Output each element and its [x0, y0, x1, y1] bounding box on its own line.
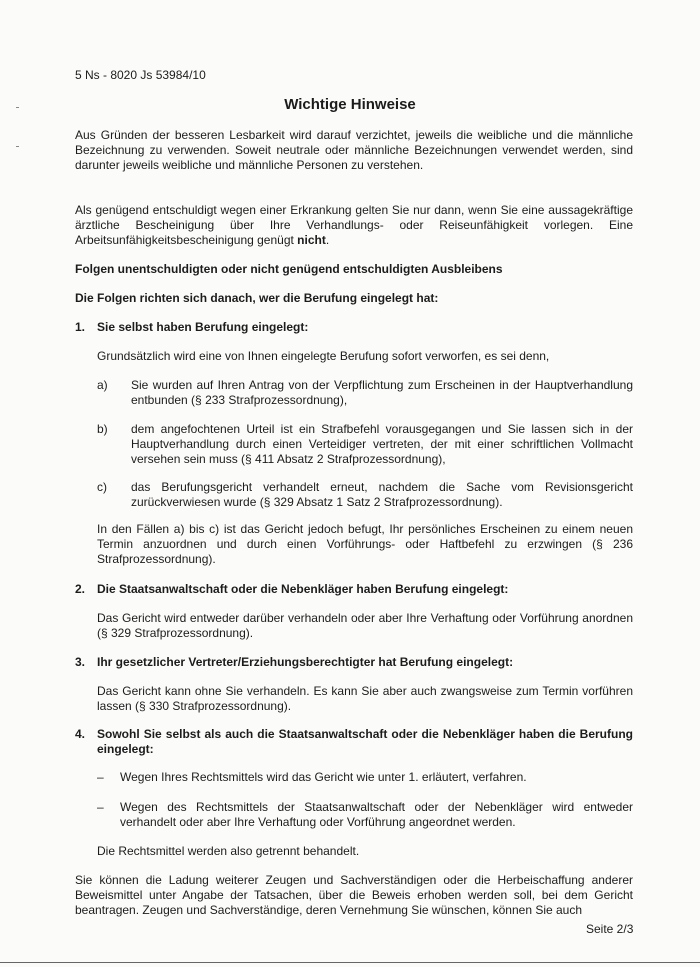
page-title: Wichtige Hinweise: [284, 96, 416, 113]
section-3-text: Das Gericht kann ohne Sie verhandeln. Es kann Sie aber auch zwangsweise zum Termin vorführen lassen (§ 330 Strafprozessordnung).: [97, 684, 633, 713]
section-2-text: Das Gericht wird entweder darüber verhandeln oder aber Ihre Verhaftung oder Vorführung anordnen (§ 329 Strafprozessordnung).: [97, 611, 633, 640]
section-1-number: 1.: [75, 320, 86, 334]
paragraph-gender-note: Aus Gründen der besseren Lesbarkeit wird darauf verzichtet, jeweils die weibliche und die männliche Bezeichnung zu verwenden. Soweit neutrale oder männliche Bezeichnungen verwendet werden, sind darunter jeweils weibliche und männliche Personen zu verstehen.: [75, 128, 633, 172]
section-1-intro: Grundsätzlich wird eine von Ihnen eingelegte Berufung sofort verworfen, es sei denn,: [97, 349, 550, 363]
scan-edge-line: [0, 962, 700, 963]
section-1-outro: In den Fällen a) bis c) ist das Gericht jedoch befugt, Ihr persönliches Erscheinen zu einem neuen Termin anzuordnen und durch einen Vorführungs- oder Haftbefehl zu erzwingen (§ 236 Strafprozessordnung).: [97, 522, 633, 566]
section-3-title: Ihr gesetzlicher Vertreter/Erziehungsberechtigter hat Berufung eingelegt:: [97, 655, 514, 669]
section-4-number: 4.: [75, 727, 86, 741]
dash-1-label: –: [97, 770, 104, 784]
section-4-outro: Die Rechtsmittel werden also getrennt behandelt.: [97, 844, 360, 858]
item-a-label: a): [97, 378, 108, 392]
section-1-title: Sie selbst haben Berufung eingelegt:: [97, 320, 309, 334]
paragraph-excuse-end: .: [325, 233, 330, 247]
paragraph-evidence: Sie können die Ladung weiterer Zeugen und Sachverständigen oder die Herbeischaffung anderer Beweismittel unter Angabe der Tatsachen, über die Beweis erhoben werden soll, bei dem Gericht beantragen. Zeugen und Sachverständige, deren Vernehmung Sie wünschen, können Sie auch: [75, 873, 633, 917]
paragraph-excuse-text: Als genügend entschuldigt wegen einer Erkrankung gelten Sie nur dann, wenn Sie eine aussagekräftige ärztliche Bescheinigung über Ihre Verhandlungs- oder Reiseunfähigkeit vorlegen. Eine Arbeitsunfähigkeitsbescheinigung genügt: [75, 203, 633, 247]
item-b-label: b): [97, 422, 108, 436]
section-4-title: Sowohl Sie selbst als auch die Staatsanwaltschaft oder die Nebenkläger haben die Berufung eingelegt:: [97, 727, 633, 756]
case-reference: 5 Ns - 8020 Js 53984/10: [75, 68, 206, 82]
section-2-number: 2.: [75, 582, 86, 596]
emphasis-nicht: nicht: [297, 233, 326, 247]
dash-2-label: –: [97, 800, 104, 814]
item-c-text: das Berufungsgericht verhandelt erneut, nachdem die Sache vom Revisionsgericht zurückverwiesen wurde (§ 329 Absatz 1 Satz 2 Strafprozessordnung).: [131, 480, 633, 509]
heading-consequences: Folgen unentschuldigten oder nicht genügend entschuldigten Ausbleibens: [75, 262, 503, 276]
item-b-text: dem angefochtenen Urteil ist ein Strafbefehl vorausgegangen und Sie lassen sich in der Hauptverhandlung durch einen Verteidiger vertreten, der mit einer schriftlichen Vollmacht versehen sein muss (§ 411 Absatz 2 Strafprozessordnung),: [131, 422, 633, 466]
heading-appeal: Die Folgen richten sich danach, wer die Berufung eingelegt hat:: [75, 291, 439, 305]
dash-2-text: Wegen des Rechtsmittels der Staatsanwaltschaft oder der Nebenkläger wird entweder verhandelt oder aber Ihre Verhaftung oder Vorführung angeordnet werden.: [120, 800, 633, 829]
item-c-label: c): [97, 480, 107, 494]
item-a-text: Sie wurden auf Ihren Antrag von der Verpflichtung zum Erscheinen in der Hauptverhandlung entbunden (§ 233 Strafprozessordnung),: [131, 378, 633, 407]
dash-1-text: Wegen Ihres Rechtsmittels wird das Gericht wie unter 1. erläutert, verfahren.: [120, 770, 527, 784]
scan-mark: [16, 146, 19, 147]
paragraph-excuse: [75, 203, 633, 248]
page-number: Seite 2/3: [586, 922, 634, 936]
section-3-number: 3.: [75, 655, 86, 669]
section-2-title: Die Staatsanwaltschaft oder die Nebenkläger haben Berufung eingelegt:: [97, 582, 509, 596]
